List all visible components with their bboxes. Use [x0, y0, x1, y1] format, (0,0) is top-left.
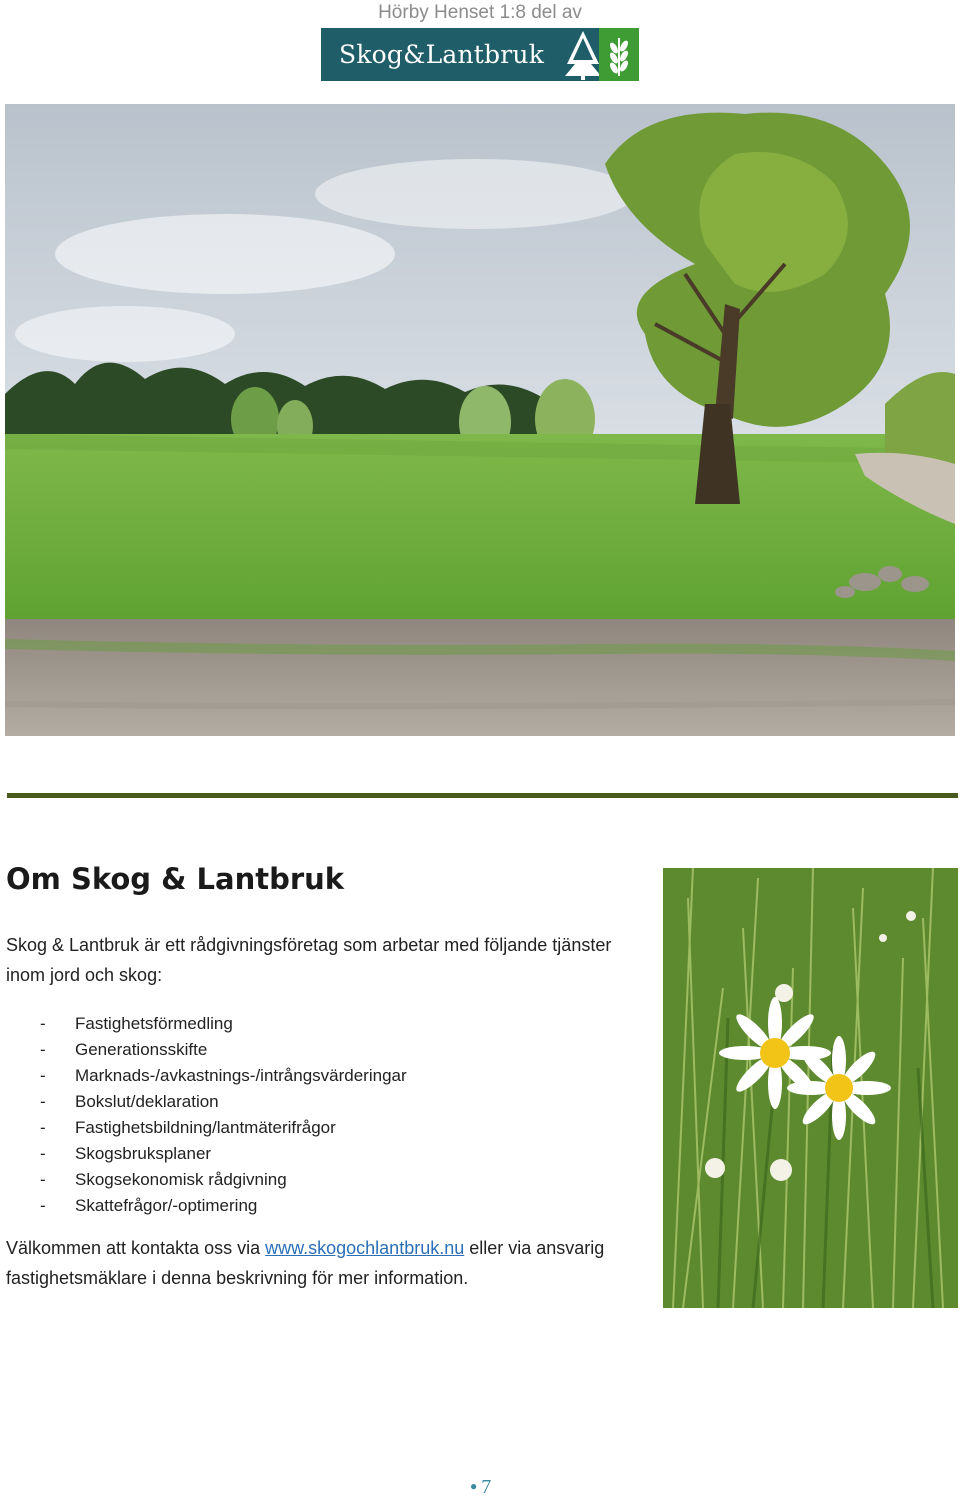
service-label: Skogsekonomisk rådgivning	[75, 1170, 287, 1189]
list-item	[6, 1011, 407, 1037]
section-divider	[7, 793, 958, 798]
list-bullet: -	[40, 1092, 46, 1111]
contact-text-after: eller via ansvarig fastighetsmäklare i denna beskrivning för mer information.	[6, 1238, 605, 1288]
list-bullet: -	[40, 1170, 46, 1189]
bullet-icon: ●	[470, 1479, 478, 1493]
service-label: Marknads-/avkastnings-/intrångsvärderingar	[75, 1066, 407, 1085]
list-item	[6, 1115, 407, 1141]
list-bullet: -	[40, 1066, 46, 1085]
field-landscape-photo	[5, 104, 955, 736]
contact-text	[6, 1233, 646, 1293]
services-list	[6, 1011, 407, 1219]
website-link[interactable]: www.skogochlantbruk.nu	[265, 1238, 465, 1258]
list-item	[6, 1141, 407, 1167]
service-label: Fastighetsförmedling	[75, 1014, 233, 1033]
list-bullet: -	[40, 1040, 46, 1059]
page-number	[470, 1476, 491, 1499]
list-bullet: -	[40, 1014, 46, 1033]
list-item	[6, 1193, 407, 1219]
service-label: Skogsbruksplaner	[75, 1144, 212, 1163]
daisy-flowers-photo	[663, 868, 958, 1308]
list-bullet: -	[40, 1196, 46, 1215]
service-label: Fastighetsbildning/lantmäterifrågor	[75, 1118, 336, 1137]
service-label: Skattefrågor/-optimering	[75, 1196, 258, 1215]
contact-text-before: Välkommen att kontakta oss via	[6, 1238, 266, 1258]
list-item	[6, 1063, 407, 1089]
intro-text: Skog & Lantbruk är ett rådgivningsföretag som arbetar med följande tjänster inom jord och skog:	[6, 935, 612, 985]
list-item	[6, 1037, 407, 1063]
page-number-value: 7	[481, 1476, 492, 1498]
list-item	[6, 1089, 407, 1115]
service-label: Bokslut/deklaration	[75, 1092, 219, 1111]
list-bullet: -	[40, 1144, 46, 1163]
logo-text: Skog&Lantbruk	[339, 40, 545, 69]
tree-and-wheat-icon	[561, 28, 639, 81]
document-header-title: Hörby Henset 1:8 del av	[378, 2, 582, 23]
list-bullet: -	[40, 1118, 46, 1137]
service-label: Generationsskifte	[75, 1040, 208, 1059]
section-title: Om Skog & Lantbruk	[6, 862, 345, 896]
company-logo	[321, 28, 639, 81]
list-item	[6, 1167, 407, 1193]
